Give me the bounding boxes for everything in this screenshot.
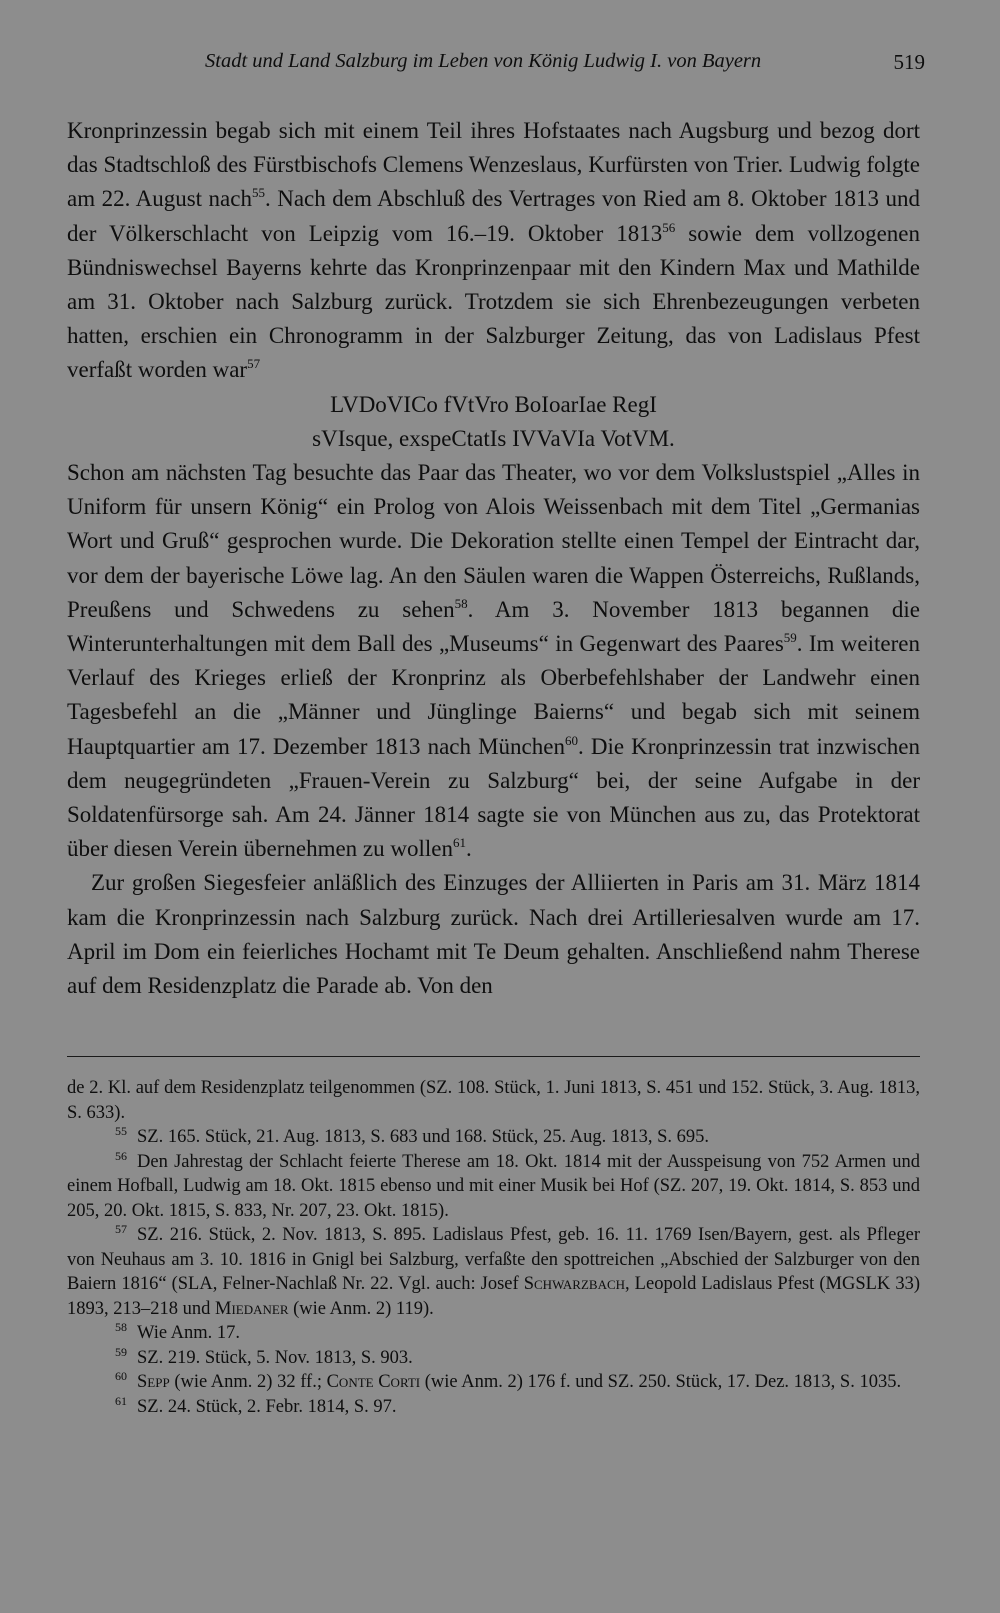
footnote-text: SZ. 24. Stück, 2. Febr. 1814, S. 97. xyxy=(137,1396,397,1417)
page-header xyxy=(205,50,925,84)
paragraph-1-text-1: Kronprinzessin begab sich mit einem Teil ihres Hofstaates nach Augsburg und bezog dort das Stadtschloß des Fürstbischofs Clemens Wenzeslaus, Kurfürsten von Trier. Ludwig folgte am 22. August nach xyxy=(67,118,920,212)
footnote-55: 55 SZ. 165. Stück, 21. Aug. 1813, S. 683 und 168. Stück, 25. Aug. 1813, S. 695. xyxy=(115,1124,710,1147)
footnote-text: , Leopold Ladislaus Pfest (MGSLK 33) 1893, 213–218 und xyxy=(67,1274,920,1319)
page-number: 519 xyxy=(893,50,925,74)
footnote-ref-56[interactable]: 56 xyxy=(662,219,676,235)
main-text xyxy=(67,114,920,1003)
footnote-text: (wie Anm. 2) 119). xyxy=(288,1298,434,1319)
footnote-separator xyxy=(67,1056,920,1057)
footnote-ref-60[interactable]: 60 xyxy=(564,732,578,748)
chronogram-line-2: sVIsque, exspeCtatIs IVVaVIa VotVM. xyxy=(312,425,675,451)
footnotes xyxy=(67,1076,920,1419)
footnote-text: SZ. 219. Stück, 5. Nov. 1813, S. 903. xyxy=(137,1347,413,1368)
paragraph-2-text-4: . Die Kronprinzessin trat inzwischen dem neugegründeten „Frauen-Verein zu Salzburg“ bei, der seine Aufgabe in der Soldatenfürsorge sah. Am 24. Jänner 1814 sagte sie von München aus zu, das Protektorat über diesen Verein übernehmen zu wollen xyxy=(67,733,920,862)
footnote-text: Den Jahrestag der Schlacht feierte Therese am 18. Okt. 1814 mit der Ausspeisung von 752 Armen und einem Hofball, Ludwig am 18. Okt. 1815 ebenso und mit einer Musik bei Hof (SZ. 207, 19. Okt. 1814, S. 853 und 205, 20. Okt. 1815, S. 833, Nr. 207, 23. Okt. 1815). xyxy=(67,1151,920,1221)
paragraph-2-text-1: Schon am nächsten Tag besuchte das Paar das Theater, wo vor dem Volkslustspiel „Alles in Uniform für unsern König“ ein Prolog von Alois Weissenbach mit dem Titel „Germanias Wort und Gruß“ gesprochen wurde. Die Dekoration stellte einen Tempel der Eintracht dar, vor dem der bayerische Löwe lag. An den Säulen waren die Wappen Österreichs, Rußlands, Preußens und Schwedens zu sehen xyxy=(67,460,920,622)
footnote-ref-58[interactable]: 58 xyxy=(454,595,468,611)
author-name: Conte Corti xyxy=(326,1372,421,1392)
footnote-59: 59 SZ. 219. Stück, 5. Nov. 1813, S. 903. xyxy=(115,1344,413,1368)
footnote-ref-55[interactable]: 55 xyxy=(251,185,265,201)
author-name: Schwarzbach xyxy=(523,1274,626,1294)
author-name: Sepp xyxy=(137,1372,170,1392)
paragraph-3: Zur großen Siegesfeier anläßlich des Einzuges der Alliierten in Paris am 31. März 1814 kam die Kronprinzessin nach Salzburg zurück. Nach drei Artilleriesalven wurde am 17. April im Dom ein feierliches Hochamt mit Te Deum gehalten. Anschließend nahm Therese auf dem Residenzplatz die Parade ab. Von den xyxy=(67,870,920,999)
paragraph-2-text-2: . Am 3. November 1813 begannen die Winterunterhaltungen mit dem Ball des „Museums“ in Gegenwart des Paares xyxy=(67,596,921,657)
footnote-continuation: de 2. Kl. auf dem Residenzplatz teilgenommen (SZ. 108. Stück, 1. Juni 1813, S. 451 und 152. Stück, 3. Aug. 1813, S. 633). xyxy=(67,1078,920,1123)
footnote-56: 56 Den Jahrestag der Schlacht feierte Therese am 18. Okt. 1814 mit der Ausspeisung von 752 Armen und einem Hofball, Ludwig am 18. Okt. 1815 ebenso und mit einer Musik bei Hof (SZ. 207, 19. Okt. 1814, S. 853 und 205, 20. Okt. 1815, S. 833, Nr. 207, 23. Okt. 1815). xyxy=(67,1148,920,1221)
chronogram xyxy=(67,388,920,456)
paragraph-1-text-2: . Nach dem Abschluß des Vertrages von Ried am 8. Oktober 1813 und der Völkerschlacht von Leipzig vom 16.–19. Oktober 1813 xyxy=(67,186,921,246)
footnote-text: Wie Anm. 17. xyxy=(137,1323,241,1343)
footnote-ref-57[interactable]: 57 xyxy=(247,356,261,372)
chronogram-line-1: LVDoVICo fVtVro BoIoarIae RegI xyxy=(330,391,657,417)
footnote-61: 61 SZ. 24. Stück, 2. Febr. 1814, S. 97. xyxy=(115,1393,397,1417)
footnote-60: 60 Sepp (wie Anm. 2) 32 ff.; Conte Corti (wie Anm. 2) 176 f. und SZ. 250. Stück, 17. Dez. 1813, S. 1035. xyxy=(115,1369,902,1392)
paragraph-2-text-3: . Im weiteren Verlauf des Krieges erließ der Kronprinz als Oberbefehlshaber der Landwehr einen Tagesbefehl an die „Männer und Jünglinge Baierns“ und begab sich mit seinem Hauptquartier am 17. Dezember 1813 nach München xyxy=(67,631,920,759)
footnote-ref-59[interactable]: 59 xyxy=(783,630,797,646)
footnote-text: (wie Anm. 2) 32 ff.; xyxy=(169,1372,327,1392)
paragraph-2 xyxy=(67,456,920,866)
paragraph-1-text-3: sowie dem vollzogenen Bündniswechsel Bayerns kehrte das Kronprinzenpaar mit den Kindern Max und Mathilde am 31. Oktober nach Salzburg zurück. Trotzdem sie sich Ehrenbezeugungen verbeten hatten, erschien ein Chronogramm in der Salzburger Zeitung, das von Ladislaus Pfest verfaßt worden war xyxy=(67,220,920,383)
footnote-57: 57 SZ. 216. Stück, 2. Nov. 1813, S. 895. Ladislaus Pfest, geb. 16. 11. 1769 Isen/Bayern, gest. als Pfleger von Neuhaus am 3. 10. 1816 in Gnigl bei Salzburg, verfaßte den spottreichen „Abschied der Salzburger von den Baiern 1816“ (SLA, Felner-Nachlaß Nr. 22. Vgl. auch: Josef Schwarzbach, Leopold Ladislaus Pfest (MGSLK 33) 1893, 213–218 und Miedaner (wie Anm. 2) 119). xyxy=(67,1222,920,1319)
footnote-ref-61[interactable]: 61 xyxy=(452,835,466,851)
footnote-58: 58 Wie Anm. 17. xyxy=(115,1320,241,1343)
running-title: Stadt und Land Salzburg im Leben von König Ludwig I. von Bayern xyxy=(205,50,762,72)
footnote-text: SZ. 216. Stück, 2. Nov. 1813, S. 895. Ladislaus Pfest, geb. 16. 11. 1769 Isen/Bayern, gest. als Pfleger von Neuhaus am 3. 10. 1816 in Gnigl bei Salzburg, verfaßte den spottreichen „Abschied der Salzburger von den Baiern 1816“ (SLA, Felner-Nachlaß Nr. 22. Vgl. auch: Josef xyxy=(67,1225,920,1294)
paragraph-1 xyxy=(67,114,920,388)
footnote-text: SZ. 165. Stück, 21. Aug. 1813, S. 683 und 168. Stück, 25. Aug. 1813, S. 695. xyxy=(137,1127,710,1147)
paragraph-2-text-5: . xyxy=(465,836,472,862)
footnote-text: (wie Anm. 2) 176 f. und SZ. 250. Stück, 17. Dez. 1813, S. 1035. xyxy=(420,1372,902,1392)
author-name: Miedaner xyxy=(215,1298,289,1319)
